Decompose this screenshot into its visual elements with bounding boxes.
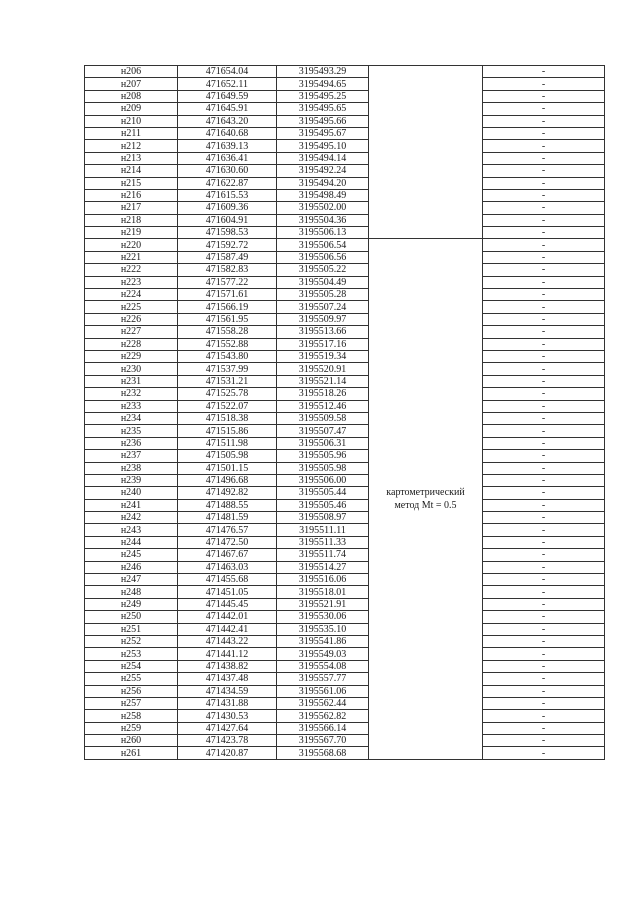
y-coordinate-cell: 3195493.29 xyxy=(277,66,369,78)
note-cell: - xyxy=(483,598,605,610)
point-name-cell: н213 xyxy=(85,152,178,164)
table-row xyxy=(85,697,605,709)
point-name-cell: н234 xyxy=(85,412,178,424)
point-name-cell: н249 xyxy=(85,598,178,610)
table-row xyxy=(85,66,605,78)
x-coordinate-cell: 471518.38 xyxy=(178,412,277,424)
x-coordinate-cell: 471643.20 xyxy=(178,115,277,127)
note-cell: - xyxy=(483,78,605,90)
note-cell: - xyxy=(483,326,605,338)
table-row xyxy=(85,499,605,511)
y-coordinate-cell: 3195494.14 xyxy=(277,152,369,164)
point-name-cell: н260 xyxy=(85,735,178,747)
y-coordinate-cell: 3195506.56 xyxy=(277,251,369,263)
x-coordinate-cell: 471558.28 xyxy=(178,326,277,338)
note-cell: - xyxy=(483,239,605,251)
point-name-cell: н252 xyxy=(85,635,178,647)
y-coordinate-cell: 3195502.00 xyxy=(277,202,369,214)
y-coordinate-cell: 3195509.97 xyxy=(277,313,369,325)
table-row xyxy=(85,586,605,598)
x-coordinate-cell: 471582.83 xyxy=(178,264,277,276)
y-coordinate-cell: 3195521.91 xyxy=(277,598,369,610)
x-coordinate-cell: 471445.45 xyxy=(178,598,277,610)
point-name-cell: н231 xyxy=(85,375,178,387)
y-coordinate-cell: 3195495.25 xyxy=(277,90,369,102)
y-coordinate-cell: 3195511.33 xyxy=(277,536,369,548)
y-coordinate-cell: 3195495.66 xyxy=(277,115,369,127)
x-coordinate-cell: 471654.04 xyxy=(178,66,277,78)
point-name-cell: н227 xyxy=(85,326,178,338)
note-cell: - xyxy=(483,437,605,449)
note-cell: - xyxy=(483,462,605,474)
table-row xyxy=(85,103,605,115)
coordinates-table-body xyxy=(85,66,605,760)
y-coordinate-cell: 3195495.10 xyxy=(277,140,369,152)
y-coordinate-cell: 3195562.44 xyxy=(277,697,369,709)
table-row xyxy=(85,375,605,387)
table-row xyxy=(85,152,605,164)
x-coordinate-cell: 471566.19 xyxy=(178,301,277,313)
x-coordinate-cell: 471431.88 xyxy=(178,697,277,709)
note-cell: - xyxy=(483,276,605,288)
note-cell: - xyxy=(483,66,605,78)
point-name-cell: н239 xyxy=(85,474,178,486)
x-coordinate-cell: 471525.78 xyxy=(178,388,277,400)
point-name-cell: н226 xyxy=(85,313,178,325)
x-coordinate-cell: 471423.78 xyxy=(178,735,277,747)
table-row xyxy=(85,189,605,201)
x-coordinate-cell: 471543.80 xyxy=(178,350,277,362)
note-cell: - xyxy=(483,90,605,102)
point-name-cell: н223 xyxy=(85,276,178,288)
table-row xyxy=(85,90,605,102)
point-name-cell: н207 xyxy=(85,78,178,90)
note-cell: - xyxy=(483,722,605,734)
point-name-cell: н246 xyxy=(85,561,178,573)
method-cell xyxy=(369,239,483,759)
table-row xyxy=(85,450,605,462)
x-coordinate-cell: 471640.68 xyxy=(178,127,277,139)
point-name-cell: н219 xyxy=(85,227,178,239)
x-coordinate-cell: 471571.61 xyxy=(178,289,277,301)
note-cell: - xyxy=(483,127,605,139)
x-coordinate-cell: 471437.48 xyxy=(178,673,277,685)
point-name-cell: н214 xyxy=(85,165,178,177)
x-coordinate-cell: 471652.11 xyxy=(178,78,277,90)
table-row xyxy=(85,177,605,189)
table-row xyxy=(85,115,605,127)
point-name-cell: н224 xyxy=(85,289,178,301)
table-row xyxy=(85,487,605,499)
y-coordinate-cell: 3195518.26 xyxy=(277,388,369,400)
table-row xyxy=(85,512,605,524)
table-row xyxy=(85,140,605,152)
x-coordinate-cell: 471645.91 xyxy=(178,103,277,115)
x-coordinate-cell: 471639.13 xyxy=(178,140,277,152)
y-coordinate-cell: 3195505.46 xyxy=(277,499,369,511)
x-coordinate-cell: 471587.49 xyxy=(178,251,277,263)
x-coordinate-cell: 471531.21 xyxy=(178,375,277,387)
note-cell: - xyxy=(483,115,605,127)
y-coordinate-cell: 3195504.36 xyxy=(277,214,369,226)
x-coordinate-cell: 471577.22 xyxy=(178,276,277,288)
x-coordinate-cell: 471463.03 xyxy=(178,561,277,573)
x-coordinate-cell: 471561.95 xyxy=(178,313,277,325)
table-row xyxy=(85,214,605,226)
point-name-cell: н251 xyxy=(85,623,178,635)
y-coordinate-cell: 3195567.70 xyxy=(277,735,369,747)
table-row xyxy=(85,363,605,375)
point-name-cell: н225 xyxy=(85,301,178,313)
table-row xyxy=(85,648,605,660)
point-name-cell: н237 xyxy=(85,450,178,462)
y-coordinate-cell: 3195513.66 xyxy=(277,326,369,338)
note-cell: - xyxy=(483,388,605,400)
table-row xyxy=(85,524,605,536)
x-coordinate-cell: 471442.41 xyxy=(178,623,277,635)
y-coordinate-cell: 3195504.49 xyxy=(277,276,369,288)
table-row xyxy=(85,264,605,276)
y-coordinate-cell: 3195506.54 xyxy=(277,239,369,251)
note-cell: - xyxy=(483,499,605,511)
y-coordinate-cell: 3195505.98 xyxy=(277,462,369,474)
point-name-cell: н250 xyxy=(85,611,178,623)
y-coordinate-cell: 3195505.22 xyxy=(277,264,369,276)
table-row xyxy=(85,350,605,362)
note-cell: - xyxy=(483,474,605,486)
note-cell: - xyxy=(483,549,605,561)
note-cell: - xyxy=(483,313,605,325)
note-cell: - xyxy=(483,375,605,387)
table-row xyxy=(85,722,605,734)
note-cell: - xyxy=(483,189,605,201)
note-cell: - xyxy=(483,561,605,573)
table-row xyxy=(85,735,605,747)
note-cell: - xyxy=(483,635,605,647)
x-coordinate-cell: 471467.67 xyxy=(178,549,277,561)
table-row xyxy=(85,549,605,561)
note-cell: - xyxy=(483,400,605,412)
table-row xyxy=(85,412,605,424)
y-coordinate-cell: 3195506.13 xyxy=(277,227,369,239)
note-cell: - xyxy=(483,251,605,263)
x-coordinate-cell: 471420.87 xyxy=(178,747,277,759)
point-name-cell: н211 xyxy=(85,127,178,139)
note-cell: - xyxy=(483,363,605,375)
y-coordinate-cell: 3195517.16 xyxy=(277,338,369,350)
x-coordinate-cell: 471438.82 xyxy=(178,660,277,672)
note-cell: - xyxy=(483,623,605,635)
x-coordinate-cell: 471630.60 xyxy=(178,165,277,177)
note-cell: - xyxy=(483,165,605,177)
table-row xyxy=(85,598,605,610)
note-cell: - xyxy=(483,673,605,685)
y-coordinate-cell: 3195507.47 xyxy=(277,425,369,437)
table-row xyxy=(85,202,605,214)
x-coordinate-cell: 471592.72 xyxy=(178,239,277,251)
note-cell: - xyxy=(483,301,605,313)
x-coordinate-cell: 471636.41 xyxy=(178,152,277,164)
x-coordinate-cell: 471442.01 xyxy=(178,611,277,623)
point-name-cell: н206 xyxy=(85,66,178,78)
point-name-cell: н244 xyxy=(85,536,178,548)
note-cell: - xyxy=(483,152,605,164)
note-cell: - xyxy=(483,697,605,709)
y-coordinate-cell: 3195505.44 xyxy=(277,487,369,499)
y-coordinate-cell: 3195530.06 xyxy=(277,611,369,623)
x-coordinate-cell: 471622.87 xyxy=(178,177,277,189)
note-cell: - xyxy=(483,338,605,350)
note-cell: - xyxy=(483,536,605,548)
table-row xyxy=(85,251,605,263)
table-row xyxy=(85,227,605,239)
x-coordinate-cell: 471430.53 xyxy=(178,710,277,722)
method-text-line2: метод Mt = 0.5 xyxy=(394,500,457,512)
y-coordinate-cell: 3195557.77 xyxy=(277,673,369,685)
point-name-cell: н261 xyxy=(85,747,178,759)
note-cell: - xyxy=(483,685,605,697)
note-cell: - xyxy=(483,574,605,586)
y-coordinate-cell: 3195535.10 xyxy=(277,623,369,635)
y-coordinate-cell: 3195514.27 xyxy=(277,561,369,573)
y-coordinate-cell: 3195511.11 xyxy=(277,524,369,536)
point-name-cell: н208 xyxy=(85,90,178,102)
note-cell: - xyxy=(483,648,605,660)
point-name-cell: н255 xyxy=(85,673,178,685)
point-name-cell: н245 xyxy=(85,549,178,561)
point-name-cell: н233 xyxy=(85,400,178,412)
x-coordinate-cell: 471515.86 xyxy=(178,425,277,437)
table-row xyxy=(85,165,605,177)
note-cell: - xyxy=(483,487,605,499)
note-cell: - xyxy=(483,660,605,672)
point-name-cell: н229 xyxy=(85,350,178,362)
point-name-cell: н257 xyxy=(85,697,178,709)
table-row xyxy=(85,276,605,288)
x-coordinate-cell: 471615.53 xyxy=(178,189,277,201)
note-cell: - xyxy=(483,425,605,437)
point-name-cell: н210 xyxy=(85,115,178,127)
point-name-cell: н259 xyxy=(85,722,178,734)
y-coordinate-cell: 3195495.67 xyxy=(277,127,369,139)
note-cell: - xyxy=(483,103,605,115)
y-coordinate-cell: 3195506.00 xyxy=(277,474,369,486)
method-cell-upper xyxy=(369,66,483,239)
table-row xyxy=(85,462,605,474)
x-coordinate-cell: 471481.59 xyxy=(178,512,277,524)
note-cell: - xyxy=(483,202,605,214)
y-coordinate-cell: 3195494.20 xyxy=(277,177,369,189)
note-cell: - xyxy=(483,735,605,747)
point-name-cell: н242 xyxy=(85,512,178,524)
note-cell: - xyxy=(483,524,605,536)
x-coordinate-cell: 471443.22 xyxy=(178,635,277,647)
table-row xyxy=(85,338,605,350)
table-row xyxy=(85,127,605,139)
y-coordinate-cell: 3195507.24 xyxy=(277,301,369,313)
point-name-cell: н212 xyxy=(85,140,178,152)
table-row xyxy=(85,289,605,301)
point-name-cell: н240 xyxy=(85,487,178,499)
table-row xyxy=(85,536,605,548)
table-row xyxy=(85,635,605,647)
table-row xyxy=(85,611,605,623)
table-row xyxy=(85,747,605,759)
x-coordinate-cell: 471522.07 xyxy=(178,400,277,412)
x-coordinate-cell: 471609.36 xyxy=(178,202,277,214)
y-coordinate-cell: 3195520.91 xyxy=(277,363,369,375)
y-coordinate-cell: 3195505.96 xyxy=(277,450,369,462)
table-row xyxy=(85,388,605,400)
table-row xyxy=(85,78,605,90)
x-coordinate-cell: 471552.88 xyxy=(178,338,277,350)
table-row xyxy=(85,660,605,672)
note-cell: - xyxy=(483,512,605,524)
table-row xyxy=(85,326,605,338)
table-row xyxy=(85,574,605,586)
note-cell: - xyxy=(483,289,605,301)
y-coordinate-cell: 3195492.24 xyxy=(277,165,369,177)
x-coordinate-cell: 471488.55 xyxy=(178,499,277,511)
x-coordinate-cell: 471496.68 xyxy=(178,474,277,486)
point-name-cell: н235 xyxy=(85,425,178,437)
point-name-cell: н238 xyxy=(85,462,178,474)
table-row xyxy=(85,239,605,251)
point-name-cell: н222 xyxy=(85,264,178,276)
point-name-cell: н221 xyxy=(85,251,178,263)
y-coordinate-cell: 3195566.14 xyxy=(277,722,369,734)
note-cell: - xyxy=(483,227,605,239)
table-row xyxy=(85,710,605,722)
point-name-cell: н216 xyxy=(85,189,178,201)
table-row xyxy=(85,400,605,412)
note-cell: - xyxy=(483,350,605,362)
point-name-cell: н232 xyxy=(85,388,178,400)
point-name-cell: н215 xyxy=(85,177,178,189)
x-coordinate-cell: 471427.64 xyxy=(178,722,277,734)
point-name-cell: н253 xyxy=(85,648,178,660)
y-coordinate-cell: 3195509.58 xyxy=(277,412,369,424)
note-cell: - xyxy=(483,611,605,623)
note-cell: - xyxy=(483,710,605,722)
y-coordinate-cell: 3195561.06 xyxy=(277,685,369,697)
y-coordinate-cell: 3195516.06 xyxy=(277,574,369,586)
x-coordinate-cell: 471476.57 xyxy=(178,524,277,536)
y-coordinate-cell: 3195494.65 xyxy=(277,78,369,90)
y-coordinate-cell: 3195541.86 xyxy=(277,635,369,647)
point-name-cell: н228 xyxy=(85,338,178,350)
note-cell: - xyxy=(483,450,605,462)
note-cell: - xyxy=(483,586,605,598)
y-coordinate-cell: 3195506.31 xyxy=(277,437,369,449)
table-row xyxy=(85,313,605,325)
x-coordinate-cell: 471649.59 xyxy=(178,90,277,102)
table-row xyxy=(85,623,605,635)
y-coordinate-cell: 3195512.46 xyxy=(277,400,369,412)
method-text-line1: картометрический xyxy=(386,487,465,499)
table-row xyxy=(85,301,605,313)
note-cell: - xyxy=(483,140,605,152)
note-cell: - xyxy=(483,747,605,759)
point-name-cell: н254 xyxy=(85,660,178,672)
table-row xyxy=(85,673,605,685)
point-name-cell: н247 xyxy=(85,574,178,586)
point-name-cell: н217 xyxy=(85,202,178,214)
y-coordinate-cell: 3195495.65 xyxy=(277,103,369,115)
point-name-cell: н218 xyxy=(85,214,178,226)
x-coordinate-cell: 471492.82 xyxy=(178,487,277,499)
coordinates-table xyxy=(84,65,605,760)
point-name-cell: н241 xyxy=(85,499,178,511)
note-cell: - xyxy=(483,412,605,424)
y-coordinate-cell: 3195521.14 xyxy=(277,375,369,387)
table-row xyxy=(85,425,605,437)
x-coordinate-cell: 471451.05 xyxy=(178,586,277,598)
point-name-cell: н220 xyxy=(85,239,178,251)
table-row xyxy=(85,561,605,573)
x-coordinate-cell: 471501.15 xyxy=(178,462,277,474)
point-name-cell: н243 xyxy=(85,524,178,536)
y-coordinate-cell: 3195549.03 xyxy=(277,648,369,660)
point-name-cell: н230 xyxy=(85,363,178,375)
y-coordinate-cell: 3195511.74 xyxy=(277,549,369,561)
x-coordinate-cell: 471537.99 xyxy=(178,363,277,375)
y-coordinate-cell: 3195568.68 xyxy=(277,747,369,759)
point-name-cell: н256 xyxy=(85,685,178,697)
table-row xyxy=(85,685,605,697)
point-name-cell: н236 xyxy=(85,437,178,449)
y-coordinate-cell: 3195498.49 xyxy=(277,189,369,201)
table-row xyxy=(85,474,605,486)
y-coordinate-cell: 3195519.34 xyxy=(277,350,369,362)
y-coordinate-cell: 3195554.08 xyxy=(277,660,369,672)
y-coordinate-cell: 3195505.28 xyxy=(277,289,369,301)
x-coordinate-cell: 471472.50 xyxy=(178,536,277,548)
x-coordinate-cell: 471441.12 xyxy=(178,648,277,660)
x-coordinate-cell: 471434.59 xyxy=(178,685,277,697)
point-name-cell: н248 xyxy=(85,586,178,598)
x-coordinate-cell: 471604.91 xyxy=(178,214,277,226)
y-coordinate-cell: 3195508.97 xyxy=(277,512,369,524)
note-cell: - xyxy=(483,177,605,189)
x-coordinate-cell: 471511.98 xyxy=(178,437,277,449)
note-cell: - xyxy=(483,264,605,276)
point-name-cell: н258 xyxy=(85,710,178,722)
note-cell: - xyxy=(483,214,605,226)
y-coordinate-cell: 3195518.01 xyxy=(277,586,369,598)
point-name-cell: н209 xyxy=(85,103,178,115)
table-row xyxy=(85,437,605,449)
x-coordinate-cell: 471598.53 xyxy=(178,227,277,239)
x-coordinate-cell: 471455.68 xyxy=(178,574,277,586)
y-coordinate-cell: 3195562.82 xyxy=(277,710,369,722)
x-coordinate-cell: 471505.98 xyxy=(178,450,277,462)
